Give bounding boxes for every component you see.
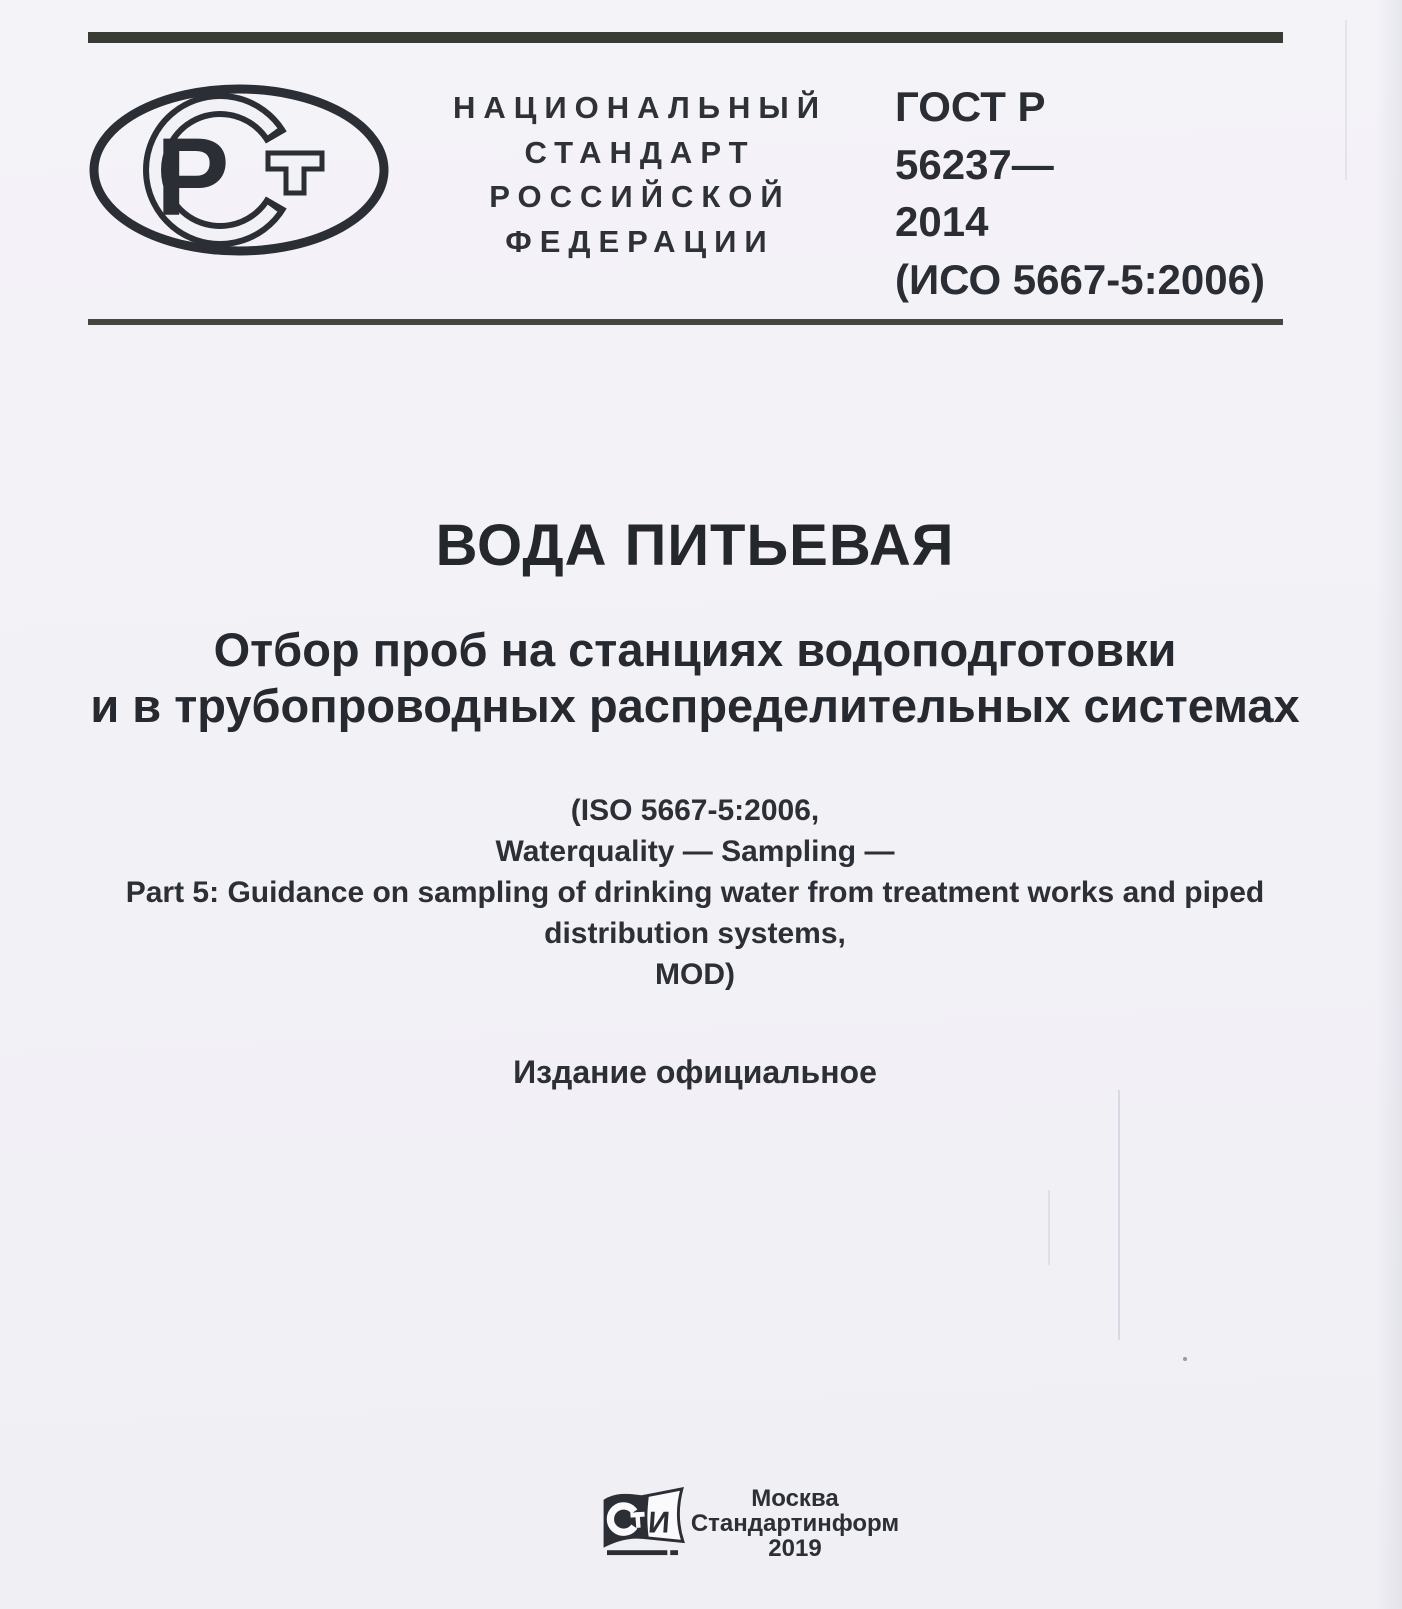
org-label-line: РОССИЙСКОЙ <box>489 179 791 214</box>
national-standard-label <box>400 86 880 264</box>
scan-artifact <box>1118 1090 1120 1340</box>
iso-reference-line: distribution systems, <box>544 917 846 950</box>
scan-artifact <box>1048 1190 1050 1265</box>
standartinform-logo-icon <box>597 1486 689 1558</box>
rst-certification-mark-icon <box>88 83 390 257</box>
document-subtitle-line: и в трубопроводных распределительных системах <box>90 679 1300 732</box>
svg-text:Р: Р <box>156 116 230 239</box>
document-title: ВОДА ПИТЬЕВАЯ <box>435 513 955 578</box>
header-bottom-rule <box>88 319 1283 325</box>
document-subtitle-line: Отбор проб на станциях водоподготовки <box>213 623 1177 676</box>
iso-reference-line: MOD) <box>655 958 735 991</box>
iso-reference-line: Part 5: Guidance on sampling of drinking water from treatment works and piped <box>125 876 1265 909</box>
scan-artifact <box>1183 1357 1187 1361</box>
imprint-city: Москва <box>751 1485 839 1512</box>
iso-reference-line: (ISO 5667-5:2006, <box>570 794 820 827</box>
org-label-line: НАЦИОНАЛЬНЫЙ <box>452 90 828 125</box>
org-label-line: ФЕДЕРАЦИИ <box>505 223 775 259</box>
document-subtitle <box>88 622 1302 734</box>
scan-edge-shade <box>1376 0 1402 1609</box>
scan-artifact <box>1345 20 1347 180</box>
imprint <box>680 1486 910 1561</box>
org-label-line: СТАНДАРТ <box>524 134 756 170</box>
iso-reference-block <box>88 790 1302 995</box>
standard-designation-line: ГОСТ Р <box>895 83 1046 130</box>
standard-designation-line: 2014 <box>895 198 989 245</box>
standard-designation <box>895 78 1265 308</box>
standard-designation-line: 56237— <box>895 140 1054 188</box>
official-edition-note: Издание официальное <box>513 1054 877 1090</box>
iso-reference-line: Waterquality — Sampling — <box>495 835 895 868</box>
svg-text:И: И <box>647 1506 672 1540</box>
imprint-publisher: Стандартинформ <box>690 1510 900 1537</box>
standard-designation-line: (ИСО 5667-5:2006) <box>895 255 1265 303</box>
imprint-year: 2019 <box>768 1535 822 1562</box>
top-rule <box>88 32 1283 43</box>
